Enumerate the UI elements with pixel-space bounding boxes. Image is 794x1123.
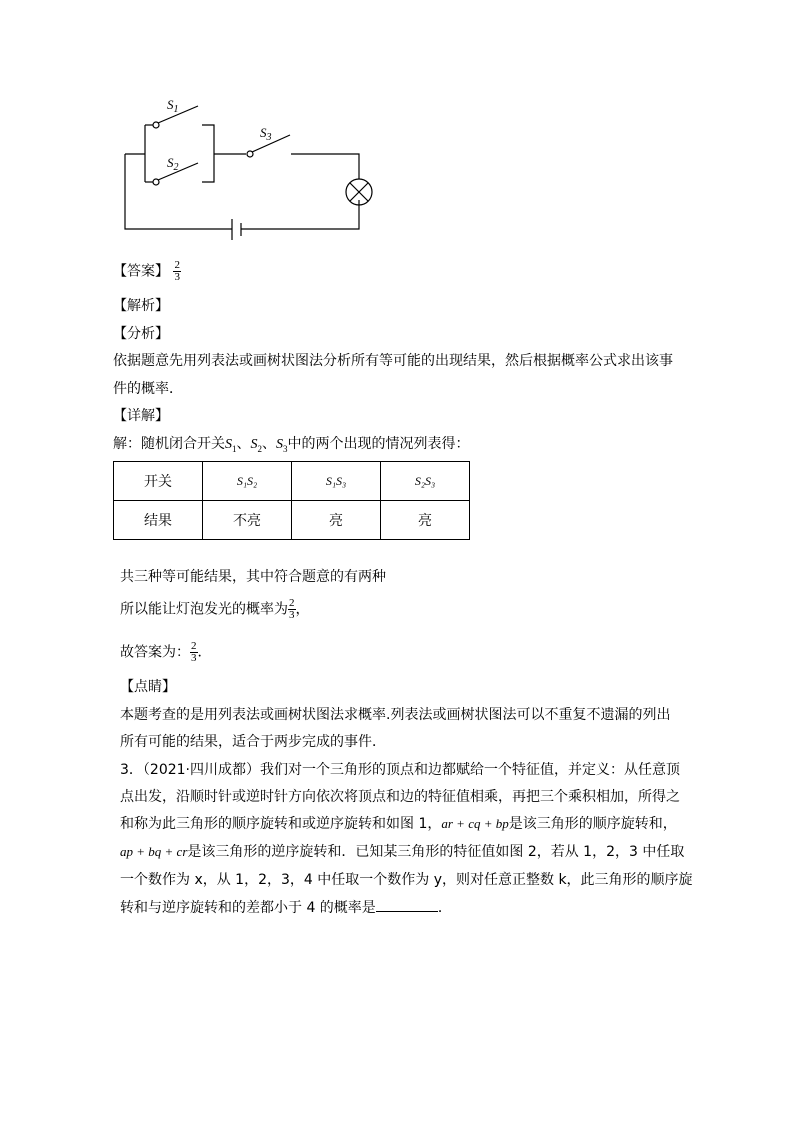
problem3-line-2: 点出发，沿顺时针或逆时针方向依次将顶点和边的特征值相乘，再把三个乘积相加，所得之 [120,789,680,805]
conclusion-line-1: 共三种等可能结果，其中符合题意的有两种 [120,569,386,585]
formula-sequence-sum: ar + cq + bp [441,816,509,831]
comment-line-1: 本题考查的是用列表法或画树状图法求概率.列表法或画树状图法可以不重复不遗漏的列出 [120,707,671,723]
wire-left-bottom [125,154,232,229]
s1-label: $S_1$ [167,97,179,115]
table-cell: S₁S₃ [292,462,381,501]
problem3-line-1: 3．（2021·四川成都）我们对一个三角形的顶点和边都赋给一个特征值，并定义：从任意顶 [120,762,680,778]
answer-blank[interactable] [376,897,438,912]
final-answer-fraction: $\frac{2}{3}$ [191,640,197,664]
result-table [113,461,470,540]
table-cell: 结果 [114,501,203,540]
table-cell: 亮 [381,501,470,540]
heading-jiexi: 【解析】 [113,298,169,314]
probability-fraction: $\frac{2}{3}$ [289,597,295,621]
table-cell: 不亮 [203,501,292,540]
conclusion-line-3: 故答案为： $\frac{2}{3}$ ． [120,640,212,664]
analysis-line-2: 件的概率． [113,381,183,397]
heading-dianjing: 【点睛】 [120,679,176,695]
comment-line-2: 所有可能的结果，适合于两步完成的事件． [120,734,386,750]
problem3-line-6: 转和与逆序旋转和的差都小于 4 的概率是 ． [120,897,452,918]
answer-tag: 【答案】 [113,263,169,280]
answer-fraction: $\frac{2}{3}$ [174,259,180,283]
circuit-diagram [110,90,380,250]
table-header-row [114,462,470,501]
heading-xiangjie: 【详解】 [113,408,169,424]
s2-label: $S_2$ [167,155,179,173]
formula-reverse-sum: ap + bq + cr [120,844,188,859]
detail-intro: 解：随机闭合开关$S_1$、$S_2$、$S_3$中的两个出现的情况列表得： [113,436,470,454]
problem3-line-3: 和称为此三角形的顺序旋转和或逆序旋转和如图 1，ar + cq + bp是该三角形的顺序旋转和， [120,816,677,832]
table-cell: S₁S₂ [203,462,292,501]
table-cell: 亮 [292,501,381,540]
heading-fenxi: 【分析】 [113,326,169,342]
problem3-line-5: 一个数作为 x，从 1，2，3，4 中任取一个数作为 y，则对任意正整数 k，此三角形的顺序旋 [120,872,693,888]
analysis-line-1: 依据题意先用列表法或画树状图法分析所有等可能的出现结果，然后根据概率公式求出该事 [113,353,673,369]
answer-line [113,260,181,283]
wire-right-bottom [241,200,359,229]
wire-right-top [291,154,359,179]
table-cell: 开关 [114,462,203,501]
conclusion-line-2: 所以能让灯泡发光的概率为 $\frac{2}{3}$ ， [120,597,310,621]
s3-label: $S_3$ [260,125,272,143]
problem3-line-4: ap + bq + cr是该三角形的逆序旋转和．已知某三角形的特征值如图 2，若从 1，2，3 中任取 [120,844,685,860]
table-row [114,501,470,540]
table-cell: S₂S₃ [381,462,470,501]
